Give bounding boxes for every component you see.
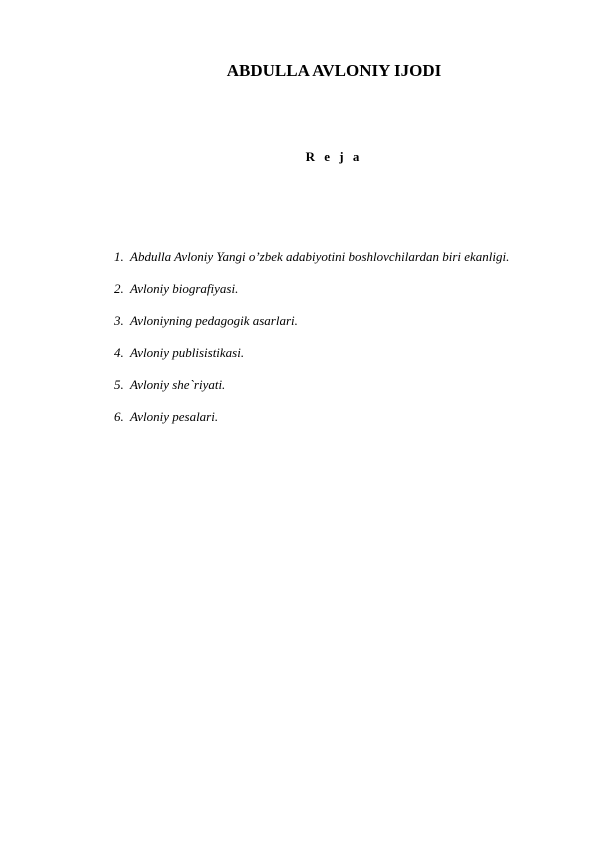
plan-item	[114, 345, 509, 377]
plan-item	[114, 281, 509, 313]
plan-item	[114, 249, 509, 281]
plan-item-number: 5.	[114, 377, 124, 392]
plan-item-text: Avloniyning pedagogik asarlari.	[130, 313, 298, 328]
plan-item-text: Abdulla Avloniy Yangi o’zbek adabiyotini boshlovchilardan biri ekanligi.	[130, 249, 510, 264]
plan-heading: R e j a	[305, 149, 363, 164]
title-container	[0, 61, 596, 81]
plan-item-text: Avloniy publisistikasi.	[130, 345, 245, 360]
plan-item-text: Avloniy biografiyasi.	[130, 281, 239, 296]
subtitle-container	[0, 148, 596, 166]
plan-item-number: 3.	[114, 313, 124, 328]
page-title: ABDULLA AVLONIY IJODI	[226, 61, 442, 80]
plan-item	[114, 409, 509, 441]
plan-list	[114, 249, 509, 441]
plan-item	[114, 377, 509, 409]
plan-item-text: Avloniy she`riyati.	[130, 377, 226, 392]
plan-item-number: 6.	[114, 409, 124, 424]
plan-item-number: 1.	[114, 249, 124, 264]
plan-item	[114, 313, 509, 345]
plan-item-number: 2.	[114, 281, 124, 296]
plan-item-number: 4.	[114, 345, 124, 360]
plan-item-text: Avloniy pesalari.	[130, 409, 219, 424]
